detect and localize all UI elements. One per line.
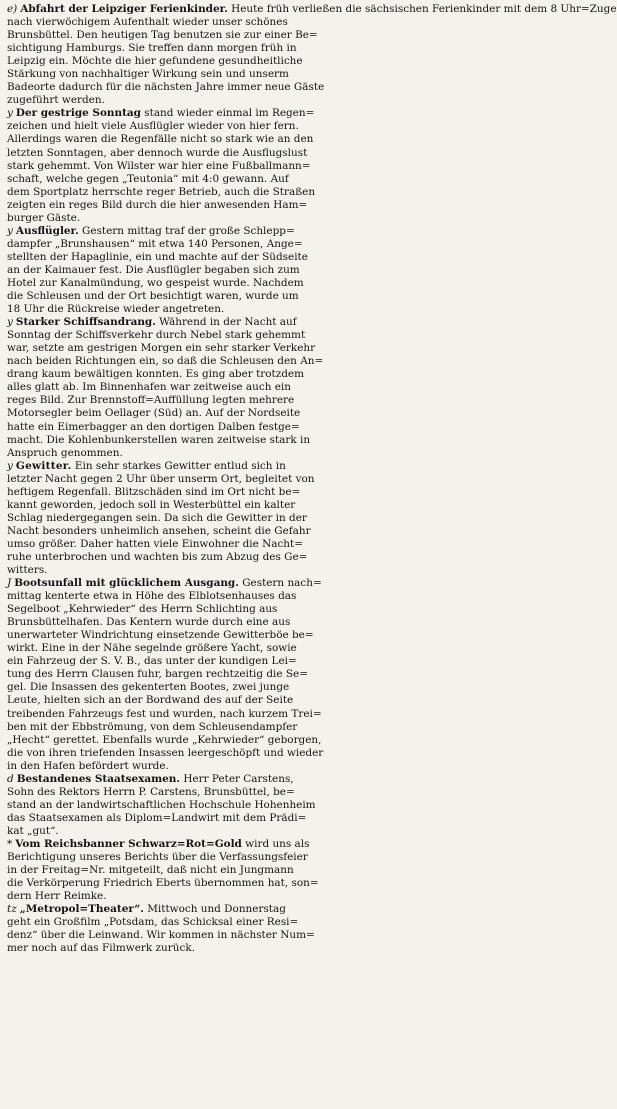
article-line: unerwarteter Windrichtung einsetzende Gewitterböe be= [7,629,314,642]
article-line: 18 Uhr die Rückreise wieder angetreten. [7,303,225,316]
article-line: Anspruch genommen. [7,446,123,459]
article-text: Mittwoch und Donnerstag [143,903,286,916]
article-line: Stärkung von nachhaltiger Wirkung sein und unserm [7,68,289,81]
article-text: wird uns als [241,838,310,850]
article-line: an der Kaimauer fest. Die Ausflügler begaben sich zum [7,263,300,276]
article-line [7,577,395,590]
news-article [7,577,395,773]
article-marker: * [7,838,13,850]
article-headline: Gewitter. [15,459,72,472]
article-line: ruhe unterbrochen und wachten bis zum Abzug des Ge= [7,550,308,563]
article-line: Leute, hielten sich an der Bordwand des auf der Seite [7,694,294,707]
article-line: heftigem Regenfall. Blitzschäden sind im Ort nicht be= [7,485,301,498]
article-marker: y [7,459,13,472]
article-line: drang kaum bewältigen konnten. Es ging aber trotzdem [7,368,305,381]
news-article [7,773,395,838]
article-line: war, setzte am gestrigen Morgen ein sehr starker Verkehr [7,342,316,355]
article-line: letzten Sonntagen, aber dennoch wurde die Ausflugslust [7,146,308,159]
article-line: Sonntag der Schiffsverkehr durch Nebel stark gehemmt [7,329,306,342]
article-line: kat „gut“. [7,824,59,837]
article-line: gel. Die Insassen des gekenterten Bootes, zwei junge [7,681,290,694]
news-article [7,316,395,460]
article-line: tung des Herrn Clausen fuhr, bargen rechtzeitig die Se= [7,668,308,681]
article-line: geht ein Großfilm „Potsdam, das Schicksal einer Resi= [7,916,299,929]
article-line: in der Freitag=Nr. mitgeteilt, daß nicht ein Jungmann [7,864,294,877]
article-headline: Abfahrt der Leipziger Ferienkinder. [20,3,228,15]
article-line: witters. [7,564,48,577]
article-marker: y [7,224,13,237]
article-text: stand wieder einmal im Regen= [140,107,315,120]
article-line: Brunsbüttel. Den heutigen Tag benutzen sie zur einer Be= [7,29,318,42]
article-line [7,3,617,16]
article-line: Segelboot „Kehrwieder“ des Herrn Schlichting aus [7,603,278,616]
article-text: Herr Peter Carstens, [180,772,294,785]
article-text: Ein sehr starkes Gewitter entlud sich in [71,459,286,472]
article-line [7,225,395,238]
article-line [7,838,395,851]
article-line: ein Fahrzeug der S. V. B., das unter der kundigen Lei= [7,655,297,668]
article-line: dampfer „Brunshausen“ mit etwa 140 Personen, Ange= [7,237,303,250]
article-line: Motorsegler beim Oellager (Süd) an. Auf der Nordseite [7,407,301,420]
article-line: die von ihren triefenden Insassen leergeschöpft und wieder [7,746,324,759]
article-line: schaft, welche gegen „Teutonia“ mit 4:0 gewann. Auf [7,172,289,185]
article-line: Berichtigung unseres Berichts über die Verfassungsfeier [7,851,308,864]
article-line: hatte ein Eimerbagger an den dortigen Dalben festge= [7,420,300,433]
article-line [7,773,395,786]
article-line [7,903,395,916]
article-line: Sohn des Rektors Herrn P. Carstens, Brunsbüttel, be= [7,785,295,798]
news-article [7,225,395,316]
article-marker: y [7,316,13,329]
article-line [7,107,395,120]
article-line [7,316,395,329]
article-line: stand an der landwirtschaftlichen Hochschule Hohenheim [7,798,316,811]
article-marker: J [7,577,12,590]
article-line: Schlag niedergegangen sein. Da sich die Gewitter in der [7,511,307,524]
article-text: Gestern mittag traf der große Schlepp= [78,224,295,237]
article-line: zeigten ein reges Bild durch die hier anwesenden Ham= [7,198,308,211]
article-line: alles glatt ab. Im Binnenhafen war zeitweise auch ein [7,381,291,394]
article-headline: „Metropol=Theater“. [19,903,144,916]
article-line: kannt geworden, jedoch soll in Westerbüttel ein kalter [7,498,296,511]
article-line: die Verkörperung Friedrich Eberts übernommen hat, son= [7,877,319,890]
article-headline: Vom Reichsbanner Schwarz=Rot=Gold [15,838,242,850]
article-line: reges Bild. Zur Brennstoff=Auffüllung legten mehrere [7,394,295,407]
article-line: nach beiden Richtungen ein, so daß die Schleusen den An= [7,355,324,368]
article-line: wirkt. Eine in der Nähe segelnde größere Yacht, sowie [7,642,297,655]
article-line: das Staatsexamen als Diplom=Landwirt mit dem Prädi= [7,811,307,824]
article-line: in den Hafen befördert wurde. [7,759,169,772]
news-article [7,903,395,955]
article-list [7,3,617,955]
article-headline: Ausflügler. [15,224,79,237]
article-line: mer noch auf das Filmwerk zurück. [7,942,195,955]
article-headline: Bestandenes Staatsexamen. [16,772,180,785]
article-line: Hotel zur Kanalmündung, wo gespeist wurde. Nachdem [7,276,304,289]
article-line: zugeführt werden. [7,94,105,107]
article-line: Leipzig ein. Möchte die hier gefundene gesundheitliche [7,55,303,68]
article-headline: Starker Schiffsandrang. [15,316,156,329]
article-text: Gestern nach= [238,577,322,590]
article-marker: e) [7,3,18,15]
article-line: treibenden Fahrzeugs fest und wurden, nach kurzem Trei= [7,707,322,720]
article-line: stark gehemmt. Von Wilster war hier eine Fußballmann= [7,159,311,172]
article-line: ben mit der Ebbströmung, von dem Schleusendampfer [7,720,298,733]
article-text: Heute früh verließen die sächsischen Ferienkinder mit dem 8 Uhr=Zuge [227,3,617,15]
article-line [7,460,395,473]
article-line: letzter Nacht gegen 2 Uhr über unserm Ort, begleitet von [7,472,315,485]
article-line: Nacht besonders unheimlich ansehen, scheint die Gefahr [7,524,311,537]
article-marker: y [7,107,13,120]
article-line: denz“ über die Leinwand. Wir kommen in nächster Num= [7,929,315,942]
article-line: sichtigung Hamburgs. Sie treffen dann morgen früh in [7,42,297,55]
article-line: Badeorte dadurch für die nächsten Jahre immer neue Gäste [7,81,325,94]
article-line: dem Sportplatz herrschte reger Betrieb, auch die Straßen [7,185,316,198]
article-line: macht. Die Kohlenbunkerstellen waren zeitweise stark in [7,433,311,446]
news-article [7,3,617,107]
article-marker: tz [7,903,17,916]
news-article [7,838,395,903]
article-line: mittag kenterte etwa in Höhe des Elblotsenhauses das [7,590,297,603]
news-article [7,107,395,224]
article-line: nach vierwöchigem Aufenthalt wieder unser schönes [7,16,288,29]
article-headline: Bootsunfall mit glücklichem Ausgang. [14,577,239,590]
article-line: burger Gäste. [7,211,81,224]
article-headline: Der gestrige Sonntag [15,107,141,120]
article-line: Allerdings waren die Regenfälle nicht so stark wie an den [7,133,314,146]
article-line: Brunsbüttelhafen. Das Kentern wurde durch eine aus [7,616,291,629]
article-marker: d [7,772,14,785]
article-line: umso größer. Daher hatten viele Einwohner die Nacht= [7,537,303,550]
article-line: zeichen und hielt viele Ausflügler wieder von hier fern. [7,120,299,133]
article-line: „Hecht“ gerettet. Ebenfalls wurde „Kehrwieder“ geborgen, [7,733,322,746]
article-line: dern Herr Reimke. [7,890,107,903]
article-line: die Schleusen und der Ort besichtigt waren, wurde um [7,290,299,303]
news-article [7,460,395,577]
article-line: stellten der Hapaglinie, ein und machte auf der Südseite [7,250,308,263]
article-text: Während in der Nacht auf [155,316,297,329]
